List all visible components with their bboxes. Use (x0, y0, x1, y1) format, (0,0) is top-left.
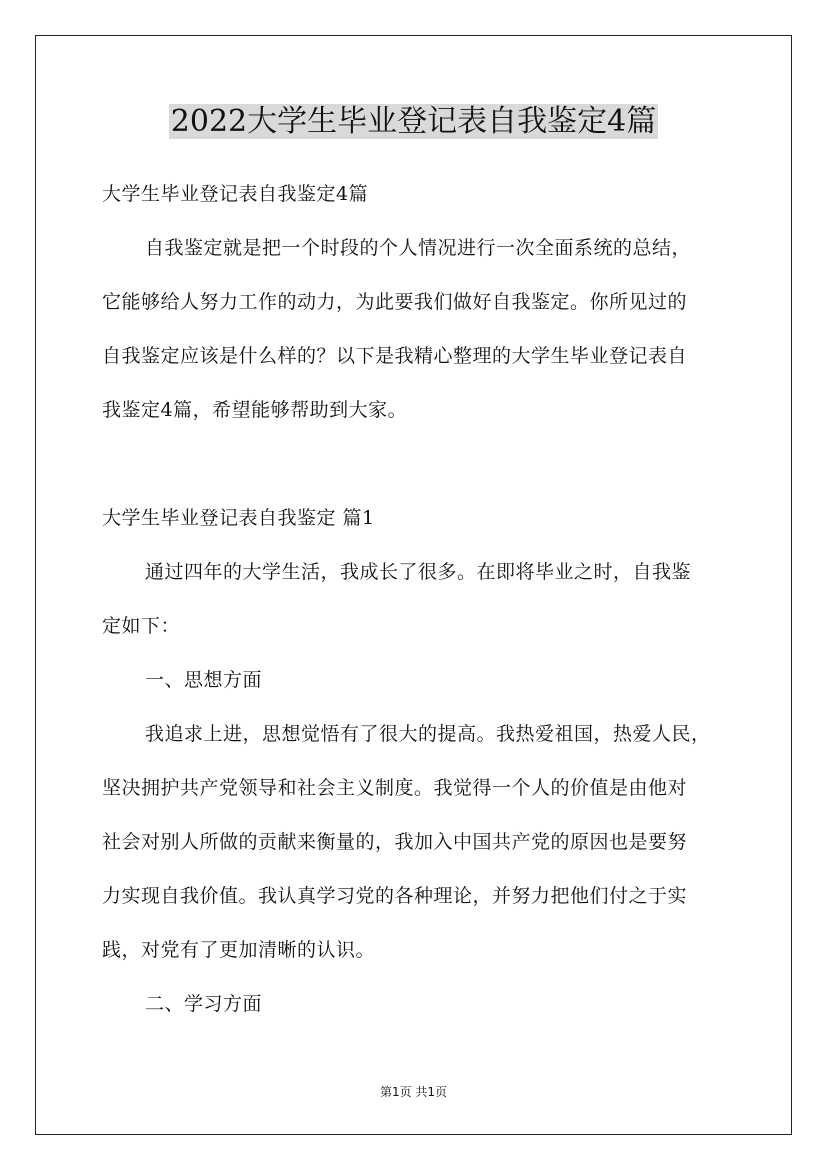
section1-line-2: 定如下： (102, 615, 181, 637)
intro-line-3: 自我鉴定应该是什么样的？以下是我精心整理的大学生毕业登记表自 (102, 345, 688, 367)
document-subtitle: 大学生毕业登记表自我鉴定4篇 (102, 183, 369, 205)
thought-line-2: 坚决拥护共产党领导和社会主义制度。我觉得一个人的价值是由他对 (102, 777, 688, 799)
page-footer: 第1页 共1页 (379, 1085, 448, 1099)
thought-line-5: 践，对党有了更加清晰的认识。 (102, 939, 376, 961)
thought-line-1: 我追求上进，思想觉悟有了很大的提高。我热爱祖国，热爱人民， (145, 723, 711, 745)
section1-line-1: 通过四年的大学生活，我成长了很多。在即将毕业之时，自我鉴 (145, 561, 692, 583)
thought-line-3: 社会对别人所做的贡献来衡量的，我加入中国共产党的原因也是要努 (102, 831, 688, 853)
intro-line-4: 我鉴定4篇，希望能够帮助到大家。 (102, 399, 408, 421)
intro-line-2: 它能够给人努力工作的动力，为此要我们做好自我鉴定。你所见过的 (102, 291, 688, 313)
intro-line-1: 自我鉴定就是把一个时段的个人情况进行一次全面系统的总结， (145, 237, 692, 259)
sub-heading-thought: 一、思想方面 (145, 669, 263, 691)
section-heading-1: 大学生毕业登记表自我鉴定 篇1 (102, 507, 375, 529)
thought-line-4: 力实现自我价值。我认真学习党的各种理论，并努力把他们付之于实 (102, 885, 688, 907)
document-title (0, 100, 827, 144)
sub-heading-study: 二、学习方面 (145, 993, 263, 1015)
document-title-text: 2022大学生毕业登记表自我鉴定4篇 (170, 104, 657, 139)
